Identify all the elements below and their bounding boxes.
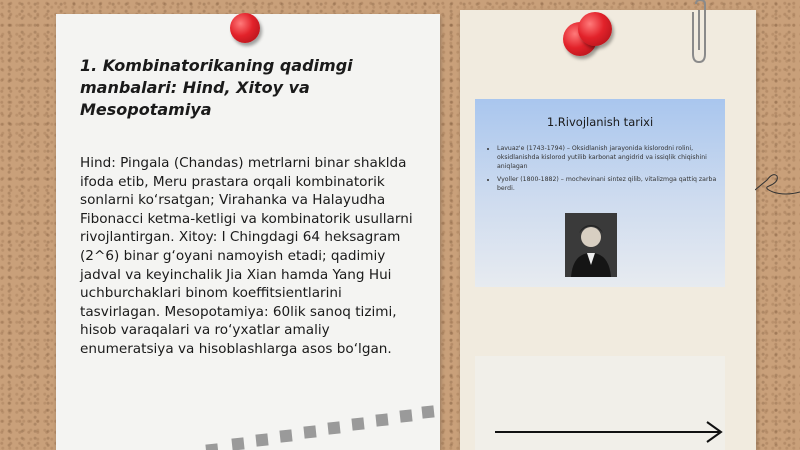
string-decoration bbox=[755, 150, 800, 210]
torn-edge-mark bbox=[255, 433, 268, 446]
torn-edge-mark bbox=[351, 417, 364, 430]
note-title: 1. Kombinatorikaning qadimgi manbalari: Hind, Xitoy va Mesopotamiya bbox=[80, 56, 353, 119]
torn-edge-mark bbox=[205, 443, 218, 450]
torn-edge-mark bbox=[375, 413, 388, 426]
push-pin-left bbox=[230, 13, 260, 43]
torn-edge-mark bbox=[327, 421, 340, 434]
arrow-right-icon bbox=[493, 420, 725, 444]
torn-edge-mark bbox=[399, 409, 412, 422]
torn-edge-mark bbox=[279, 429, 292, 442]
portrait-image bbox=[565, 213, 617, 277]
torn-edge-mark bbox=[231, 437, 244, 450]
slide-bullet: • Vyoller (1800-1882) – mochevinani sintez qilib, vitalizmga qattiq zarba berdi. bbox=[497, 176, 729, 194]
torn-edge-mark bbox=[303, 425, 316, 438]
paper-clip-icon bbox=[688, 0, 712, 64]
slide-bullet: • Lavuaz'e (1743-1794) – Oksidlanish jarayonida kislorodni rolini, oksidlanishda kislorod yutilib karbonat angidrid va issiqlik chiqishini aniqlagan bbox=[497, 145, 729, 171]
note-body: Hind: Pingala (Chandas) metrlarni binar shaklda ifoda etib, Meru prastara orqali kombinatorik sonlarni ko‘rsatgan; Virahanka va Halayudha Fibonacci ketma-ketligi va kombinatorik usullarni rivojlantirgan. Xitoy: I Chingdagi 64 heksagram (2^6) binar g‘oyani namoyish etadi; qadimiy jadval va keyinchalik Jia Xian hamda Yang Hui uchburchaklari binom koeffitsientlarini tasvirlagan. Mesopotamiya: 60lik sanoq tizimi, hisob varaqalari va ro‘yxatlar amaliy enumeratsiya va hisoblashlarga asos bo‘lgan. bbox=[80, 155, 413, 357]
push-pin-right-front bbox=[578, 12, 612, 46]
slide-bullets bbox=[485, 145, 729, 199]
torn-edge-mark bbox=[421, 405, 434, 418]
slide-thumbnail bbox=[475, 99, 725, 287]
slide-title: 1.Rivojlanish tarixi bbox=[546, 115, 654, 129]
torn-edge bbox=[56, 400, 440, 450]
